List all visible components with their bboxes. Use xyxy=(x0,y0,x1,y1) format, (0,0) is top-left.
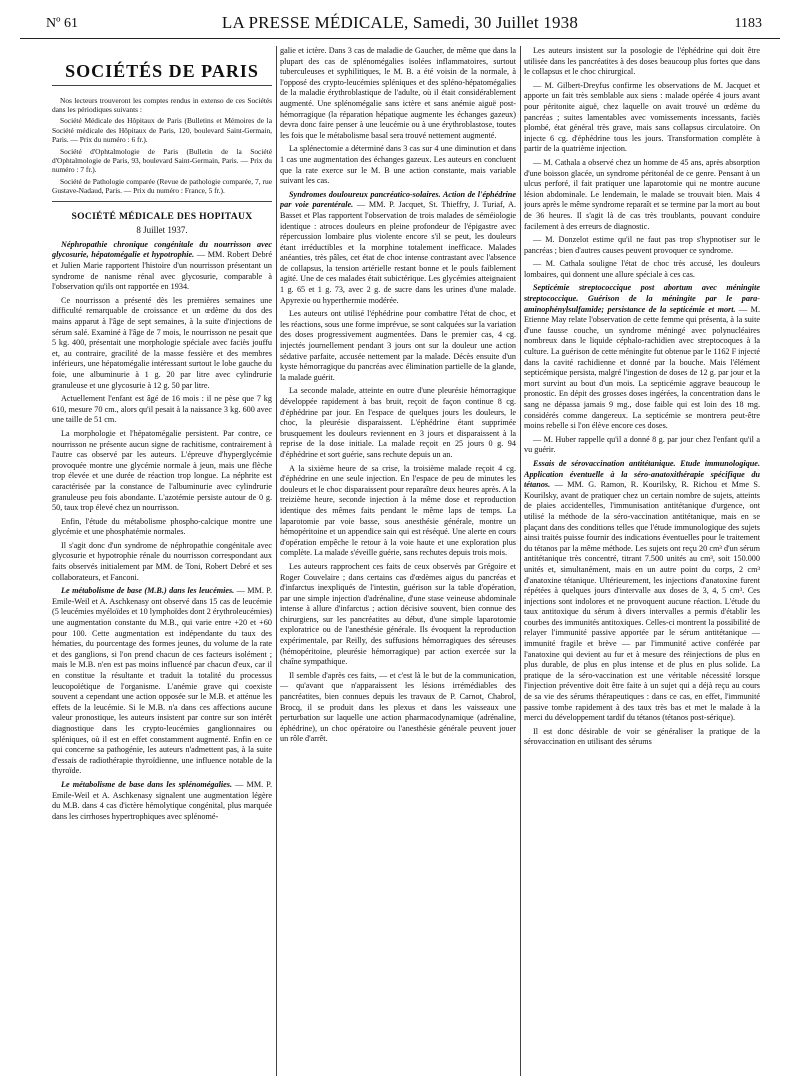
article-text: A la sixième heure de sa crise, la troisième malade reçoit 4 cg. d'éphédrine en une seule injection. En l'espace de peu de minutes les douleurs et le choc disparaissent pour reparaître deux heures après. A la treizième heure, seconde injection à la même dose et reproduction identique des mêmes faits pendant le même laps de temps. La laparotomie par voie basse, sous anesthésie générale, montre un hémopéritoine et un appendice sain qui est réséqué. Une alerte en cours d'opération empêche le retour à la voie haute et une exploration plus complète. La malade s'éveille guérie, sans rechutes depuis trois mois. xyxy=(280,463,516,558)
page-number: 1183 xyxy=(734,16,762,31)
article-text: — M. Cathala souligne l'état de choc très accusé, les douleurs lombaires, qui donnent une allure spéciale à ces cas. xyxy=(524,259,760,279)
article-text: Les auteurs rapprochent ces faits de ceux observés par Grégoire et Roger Couvelaire ; dans certains cas d'œdèmes aigus du pancréas et d'infarctus inexpliqués de l'intestin, guérison sur la table d'opération, par une simple injection d'adrénaline, d'une stase veineuse abdominale intense à allure d'infarctus ; action décisive souvent, bien connue des chirurgiens, sur les pancréatites au début, d'une simple laparotomie exploratrice ou de l'anesthésie générale. Ils évoquent la reproduction expérimentale, par Reilly, des suffusions hémorragiques des séreuses (hémopéritoine, pleurésie hémorragique) par action exercée sur la chaîne sympathique. xyxy=(280,561,516,667)
session-date: 8 Juillet 1937. xyxy=(136,225,188,236)
section-heading: SOCIÉTÉS DE PARIS xyxy=(52,66,272,86)
article-text: — MM. P. Jacquet, St. Thieffry, J. Turiaf, A. Basset et Plas rapportent l'observation de trois malades de séméiologie identique : atroces douleurs en pleine profondeur de l'épigastre avec répercussion lombaire plus violente encore s'il se peut, les douleurs étant irréductibles et la morphine totalement inefficace. Malades anéanties, très pâles, cet état de choc intense contrastant avec l'absence de collapsus, la tension artérielle restant bonne et le pouls faiblement agité. Une de ces malades était subictérique. Les glycémies atteignaient 1 g. 65 et 1 g. 73, avec 2 g. de sucre dans les urines d'une malade. Apyrexie ou hyperthermie modérée. xyxy=(280,200,516,305)
notice-item: Société d'Ophtalmologie de Paris (Bulletin de la Société d'Ophtalmologie de Paris, 93, boulevard Saint-Germain, Paris. — Prix du numéro : 7 fr.). xyxy=(52,146,272,175)
article-text: — M. Gilbert-Dreyfus confirme les observations de M. Jacquet et apporte un fait très semblable aux siens : malade opérée 4 jours avant pour péritonite aiguë, chez laquelle on avait trouvé un œdème du pancréas ; suites lamentables avec vomissements incessants, faciès plombé, état général très grave, mais sans collapsus circulatoire. On injecte 6 cg. d'éphédrine tous les jours. Transformation complète à partir de la quatrième injection. xyxy=(524,80,760,154)
column-rule xyxy=(520,46,521,1076)
article-text: — MM. P. Emile-Weil et A. Aschkenasy ont observé dans 15 cas de leucémie (5 leucémies myéloïdes et 10 lymphoïdes dont 2 érythroleucémies) une augmentation constante du M.B., qui varie entre +20 et +60 pour 100. Cette augmentation est indépendante du taux des hématies, du pourcentage des formes jeunes, du volume de la rate et des ganglions, si l'on prend chacun de ces facteurs isolément ; mais le M.B. n'en est pas moins influencé par chacun d'eux, car il en constitue la résultante et traduit la totalité du processus leucopoïétique de l'organisme. L'anémie grave qui coexiste souvent a cependant une action opposée sur le M.B. et atténue les effets de la leucémie. Si le M.B. n'a dans ces affections aucune valeur pronostique, les auteurs insistent par contre sur son intérêt diagnostique dans les crypto-leucémies ganglionnaires ou spléniques, où il est en effet constamment augmenté. Enfin en ce qui concerne sa pathogénie, les auteurs n'admettent pas, à la suite d'essais de radiothérapie thyroïdienne, une influence notable de la thyroïde. xyxy=(52,586,272,776)
article-text: — MM. Robert Debré et Julien Marie rapportent l'histoire d'un nourrisson présentant un syndrome de nanisme rénal avec glycosurie, comparable à l'observation qu'ils ont rapportée en 1934. xyxy=(52,250,272,292)
separator xyxy=(52,201,272,202)
column-rule xyxy=(276,46,277,1076)
article-title: Le métabolisme de base (M.B.) dans les leucémies. xyxy=(61,586,235,596)
column-3 xyxy=(524,46,760,1078)
newspaper-title: LA PRESSE MÉDICALE, Samedi, 30 Juillet 1938 xyxy=(221,13,579,32)
article-title: Septicémie streptococcique post abortum avec méningite streptococcique. Guérison de la méningite par le para-aminophénylsulfamide; persistance de la septicémie et mort. xyxy=(524,283,760,314)
notice-item: Société Médicale des Hôpitaux de Paris (Bulletins et Mémoires de la Société médicale des Hôpitaux de Paris, 120, boulevard Saint-Germain, Paris. — Prix du numéro : 6 fr.). xyxy=(52,116,272,145)
article-title: Syndromes douloureux pancréatico-solaires. Action de l'éphédrine par voie parentérale. xyxy=(280,189,516,210)
article-text: — M. Donzelot estime qu'il ne faut pas trop s'hypnotiser sur le pancréas ; bien d'autres causes peuvent provoquer ce syndrome. xyxy=(524,235,760,255)
article-text: Ce nourrisson a présenté dès les premières semaines une difficulté remarquable de croissance et un œdème du dos des mains apparut à l'âge de sept semaines, à la suite d'injections de sérum salé. Examiné à l'âge de 7 mois, le nourrisson ne pesait que 5 kg. 400, présentait une morphologie spéciale avec faciès jouffu et, au contraire, gracilité de la masse fessière et des membres inférieurs, une hépatomégalie intéressant surtout le lobe gauche du foie, une albuminurie à 1 g. 20 par litre avec cylindrurie granuleuse et une glycosurie à 12 g. 50 par litre. xyxy=(52,295,272,390)
article-text: — MM. P. Emile-Weil et A. Aschkenasy signalent une augmentation légère du M.B. dans 4 cas d'ictère hémolytique congénital, plus marquée dans les cirrhoses hypertrophiques avec splénomé- xyxy=(52,779,272,821)
article-text: Il s'agit donc d'un syndrome de néphropathie congénitale avec glycosurie et hypotrophie rénale du nourrisson correspondant aux faits observés initialement par MM. de Toni, Robert Debré et ses collaborateurs, et Fanconi. xyxy=(52,540,272,582)
article-text: Les auteurs insistent sur la posologie de l'éphédrine qui doit être utilisée dans les pancréatites à des doses beaucoup plus fortes que dans le collapsus et le choc chirurgical. xyxy=(524,46,760,77)
article-text: La splénectomie a déterminé dans 3 cas sur 4 une diminution et dans 1 cas une augmentation des échanges gazeux. Les auteurs en concluent que la rate exerce sur le M. B une action constante, mais variable suivant les cas. xyxy=(280,144,516,186)
article-text: — M. Huber rappelle qu'il a donné 8 g. par jour chez l'enfant qu'il a vu guérir. xyxy=(524,434,760,455)
article-title: Néphropathie chronique congénitale du nourrisson avec glycosurie, hépatomégalie et hypotrophie. xyxy=(52,239,272,260)
article-title: Le métabolisme de base dans les splénomégalies. xyxy=(61,779,233,789)
notice-intro: Nos lecteurs trouveront les comptes rendus in extenso de ces Sociétés dans les périodiques suivants : xyxy=(52,95,272,114)
notice-box xyxy=(52,96,272,196)
column-1 xyxy=(52,46,272,1078)
notice-item: Société de Pathologie comparée (Revue de pathologie comparée, 7, rue Gustave-Nadaud, Paris. — Prix du numéro : France, 5 fr.). xyxy=(52,176,272,196)
article-text: — MM. G. Ramon, R. Kourilsky, R. Richou et Mme S. Kourilsky, avant de pratiquer chez un certain nombre de sujets, atteints de plaies accidentelles, l'immunisation antitétanique d'urgence, ont utilisé la méthode de la séro-vaccination antitétanique, mais en se plaçant dans des conditions telles que l'étude immunologique des sujets ainsi traités puisse fournir des indications éventuelles pour le traitement du tétanos par la même méthode. Les sujets ont reçu 20 cm³ d'un sérum antitétanique très concentré, titrant 7.500 unités au cm³, soit 150.000 unités et, simultanément, mais en un autre point du corps, 2 cm³ d'anatoxine tétanique. Ultérieurement, les injections d'anatoxine furent répétées à quelques jours d'intervalle aux doses de 3, 4, 5 cm³. Ces injections sont indolores et ne provoquent aucune réaction. L'étude du taux antitoxique du sérum à divers intervalles a permis d'établir les courbes des immunités antitoxiques. Celles-ci montrent la possibilité de relayer l'immunité passive apportée par le sérum antitétanique — immunité fragile et brève — par l'immunité active conférée par l'anatoxine qui devient au fur et à mesure des réinjections de plus en plus durable, de plus en plus intense et de plus en plus solide. La pratique de la séro-vaccination est une véritable nécessité lorsque l'injection préventive doit être faite à un sujet qui a déjà reçu au cours de sa vie des sérums thérapeutiques : dans ce cas, en effet, l'immunité passive tombe rapidement à des taux très bas et met le malade à la merci du développement tardif du tétanos (tétanos post-sérique). xyxy=(524,480,760,723)
society-title: SOCIÉTÉ MÉDICALE DES HOPITAUX xyxy=(71,210,253,222)
article-text: Enfin, l'étude du métabolisme phospho-calcique montre une glycémie et une phosphatémie normales. xyxy=(52,516,272,537)
article-text: La seconde malade, atteinte en outre d'une pleurésie hémorragique développée rapidement à bas bruit, reçoit de façon continue 8 cg. d'éphédrine par jour. En l'espace de quelques jours les douleurs, le choc, la pleurésie disparaissent. L'éphédrine étant supprimée brusquement les douleurs reviennent en 3 jours et disparaissent à la reprise de la dose initiale. La malade reçoit en 25 jours 0 g. 94 d'éphédrine et sort guérie, sans rechute depuis un an. xyxy=(280,386,516,459)
article-text: Il est donc désirable de voir se généraliser la pratique de la sérovaccination en utilisant des sérums xyxy=(524,726,760,747)
article-text: La morphologie et l'hépatomégalie persistent. Par contre, ce nourrisson ne présente aucun signe de rachitisme, contrairement à l'autre cas observé par les auteurs. L'épreuve d'hyperglycémie provoquée montre une glycémie normale à jeun, mais une flèche trop élevée et une durée de réaction trop longue. La néphrite est caractérisée par la constance de l'albuminurie avec cylindrurie granuleuse peu fois abondante. L'azotémie persiste autour de 0 g. 50, taux trop élevé chez un nourrisson. xyxy=(52,428,272,513)
article-text: galie et ictère. Dans 3 cas de maladie de Gaucher, de même que dans la plupart des cas de splénomégalies isolées inflammatoires, surtout tuberculeuses et syphilitiques, le M. B. a été voisin de la normale, à l'opposé des crypto-leucémies spléniques et des spléno-hépatomégalies de la maladie érythroblastique de l'adulte, où il était considérablement augmenté. Une splénomégalie sans ictère et sans anémie aiguë post-hémorragique (la réparation hépatique augmente les échanges gazeux) devra donc faire penser à une leucémie ou à une érythroblastose, toutes les fois que le métabolisme basal sera trouvé nettement augmenté. xyxy=(280,46,516,140)
page-header xyxy=(20,10,780,39)
issue-number: Nº 61 xyxy=(46,16,78,31)
article-text: — M. Etienne May relate l'observation de cette femme qui présenta, à la suite d'une fausse couche, un syndrome méningé avec polynucléaires nombreux dans le liquide céphalo-rachidien avec streptocoques à la culture. La guérison de cette méningite fut obtenue par le 1162 F injecté dans la cavité rachidienne et donné par la bouche. Mais l'élément septicémique persista, malgré l'ingestion de doses de 12 g. par jour et la mort survint au bout d'un mois. La septicémie aggrave beaucoup le pronostic. En dépit des grosses doses ingérées, la concentration dans le sang ne dépassa jamais 9 mg., dose faible qui est loin des 18 mg. considérés comme dangereux. La septicémie se montrera peut-être moins rebelle si l'on élève encore ces doses. xyxy=(524,304,760,431)
column-2 xyxy=(280,46,516,1078)
article-text: Les auteurs ont utilisé l'éphédrine pour combattre l'état de choc, et les réactions, sous une forme imprévue, se sont calquées sur la variation des doses progressivement augmentées. Dans le premier cas, 4 cg. injectés journellement pendant 3 jours ont sur la douleur une action sédative parfaite, accusée nettement par la malade. Décès ensuite d'un kyste hémorragique du pancréas avec élimination partielle de la glande, la malade guérit. xyxy=(280,309,516,382)
article-text: Actuellement l'enfant est âgé de 16 mois : il ne pèse que 7 kg 610, mesure 70 cm., alors qu'il pesait à la naissance 3 kg. 600 avec une taille de 51 cm. xyxy=(52,394,272,425)
article-title: Essais de sérovaccination antitétanique. Etude immunologique. Application éventuelle à la séro-anatoxithérapie spécifique du tétanos. xyxy=(524,458,760,490)
article-text: Il semble d'après ces faits, — et c'est là le but de la communication, — qu'avant que n'apparaissent les lésions irrémédiables des pancréatites, bien connues depuis les travaux de P. Carnot, Chabrol, Brocq, il se produit dans les plexus et dans les vaisseaux une perturbation sur laquelle une action pharmacodynamique (adrénaline, éphédrine), un choc opératoire ou l'anesthésie générale peuvent jouer un rôle d'arrêt. xyxy=(280,670,516,744)
article-text: — M. Cathala a observé chez un homme de 45 ans, après absorption d'une boisson glacée, un syndrome péritonéal de ce genre. Pensant à un ulcus perforé, il fait pratiquer une laparotomie qui ne montre aucune lésion abdominale. Le lendemain, le malade se trouvait bien. Mais 4 jours après le même syndrome reparaît et se termine par la mort au bout de 36 heures. Il s'agit là de cas très troublants, pouvant conduire facilement à des erreurs de diagnostic. xyxy=(524,157,760,231)
